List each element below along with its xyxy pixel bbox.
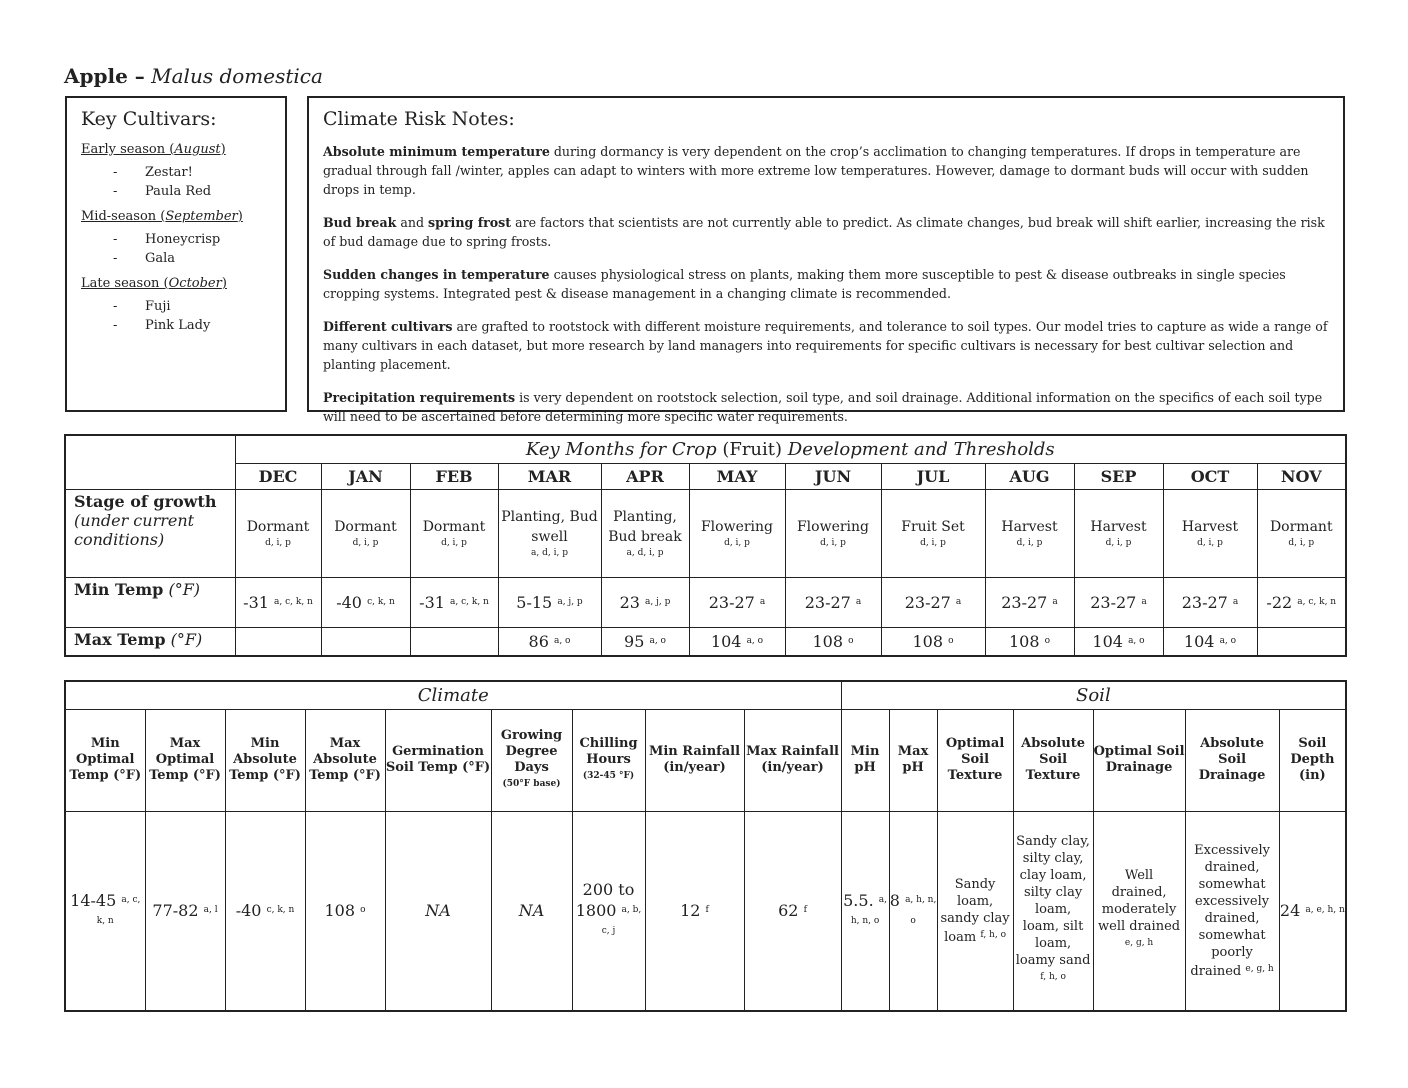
column-header [491,709,572,811]
max-temp-cell [1257,627,1346,656]
value-sources: a, c, k, n [96,894,141,926]
max-temp-cell [785,627,881,656]
cultivar-name: Honeycrisp [145,232,221,247]
max-temp-cell [1074,627,1163,656]
value-cell [937,811,1013,1011]
column-header-text: Min Rainfall (in/year) [648,744,741,775]
column-header-text: Min pH [850,744,880,775]
stage-text: Flowering [700,519,774,535]
header-text: Development and Thresholds [782,438,1055,460]
note-text: are factors that scientists are not currently able to predict. As climate changes, bud break will shift earlier, increasing the risk of bud damage due to spring frosts. [323,215,1325,249]
season-month: August [174,142,221,157]
column-header [225,709,305,811]
month-header-jul: JUL [881,463,985,489]
stage-sources: d, i, p [1016,538,1043,548]
value-cell [645,811,744,1011]
value-text: Sandy clay, silty clay, clay loam, silty clay loam, loam, silt loam, loamy sand [1015,834,1091,969]
column-header-sub: (32-45 °F) [582,771,635,781]
soil-header: Soil [841,681,1346,709]
value-text: NA [518,901,545,921]
note-text: during dormancy is very dependent on the crop’s acclimation to changing temperatures. If drops in temperature are gradual through fall /winter, apples can adapt to winters with more extreme low temperatures. However, damage to dormant buds will occur with sudden drops in temp. [323,144,1309,197]
max-temp-row [65,627,1346,656]
max-temp-value: 86 [528,631,549,651]
row-label [65,627,235,656]
season-month: October [168,276,222,291]
stage-text: Harvest [1181,519,1239,535]
stage-text: Flowering [796,519,870,535]
column-header-sub: (50°F base) [502,779,561,789]
value-text: 24 [1279,901,1301,921]
value-cell [1093,811,1185,1011]
stage-cell [985,489,1074,577]
cultivar-item [81,165,271,180]
note-text: causes physiological stress on plants, making them more susceptible to pest & disease outbreaks in single species cropping systems. Integrated pest & disease management in a changing climate is recommended. [323,267,1286,301]
cultivar-season-early [81,142,271,199]
season-label: Late season ( [81,276,169,291]
value-cell [305,811,385,1011]
value-cell [744,811,841,1011]
stage-text: Harvest [1001,519,1058,535]
min-temp-value: 23-27 [804,592,851,612]
note-bold: spring frost [428,215,512,230]
stage-sources: d, i, p [1288,538,1315,548]
max-temp-cell [235,627,321,656]
min-temp-sources: a [759,596,766,607]
notes-heading: Climate Risk Notes: [323,108,515,130]
climate-soil-table [64,680,1347,1012]
stage-text: Dormant [1269,519,1333,535]
value-cell [491,811,572,1011]
stage-cell [601,489,689,577]
min-temp-row [65,577,1346,627]
value-text: 62 [778,901,799,921]
max-temp-value: 104 [1183,631,1215,651]
min-temp-sources: a, j, p [557,596,583,607]
max-temp-sources: o [1044,635,1051,646]
month-header-nov: NOV [1257,463,1346,489]
month-header-feb: FEB [410,463,498,489]
stage-row [65,489,1346,577]
value-text: 77-82 [152,901,199,921]
stage-text: Harvest [1090,519,1147,535]
stage-cell [1257,489,1346,577]
min-temp-cell [881,577,985,627]
season-close: ) [237,209,243,224]
cultivars-heading: Key Cultivars: [81,108,217,130]
column-header-text: Absolute Soil Texture [1021,736,1085,783]
table-corner [65,435,235,489]
max-temp-sources: a, o [553,635,571,646]
value-sources: e, g, h [1245,963,1274,974]
note-text: are grafted to rootstock with different moisture requirements, and tolerance to soil types. Our model tries to capture as wide a range of many cultivars in each dataset, but more research by land managers into requirements for specific cultivars is necessary for best cultivar selection and planting placement. [323,319,1328,372]
value-sources: a, e, h, n [1305,905,1345,916]
max-temp-cell [410,627,498,656]
stage-sources: a, d, i, p [531,548,568,558]
value-sources: a, h, n, o [850,894,887,926]
value-text: 8 [889,890,900,910]
value-sources: e, g, h [1124,938,1154,949]
min-temp-sources: a [855,596,862,607]
cultivar-item [81,251,271,266]
min-temp-value: -31 [419,592,445,612]
value-cell [572,811,645,1011]
stage-sources: d, i, p [352,538,379,548]
stage-sources: d, i, p [920,538,946,548]
stage-cell [785,489,881,577]
stage-cell [410,489,498,577]
value-sources: a, l [203,905,218,916]
min-temp-sources: a [1141,596,1147,607]
min-temp-sources: a, c, k, n [274,596,313,607]
min-temp-cell [1163,577,1257,627]
column-header [1013,709,1093,811]
min-temp-cell [498,577,601,627]
column-header [645,709,744,811]
max-temp-value: 95 [624,631,645,651]
cultivar-item [81,299,271,314]
value-sources: o [360,905,366,916]
column-header-text: Max Optimal Temp (°F) [149,736,221,783]
max-temp-value: 104 [710,631,742,651]
min-temp-sources: a, c, k, n [1297,596,1337,607]
min-temp-value: 23 [619,592,640,612]
header-text: Key Months for Crop [525,438,723,460]
min-temp-cell [601,577,689,627]
min-temp-value: 23-27 [1090,592,1137,612]
page-title [64,64,323,88]
max-temp-cell [1163,627,1257,656]
max-temp-sources: a, o [649,635,666,646]
min-temp-sources: c, k, n [367,596,395,607]
max-temp-value: 108 [912,631,944,651]
value-cell [385,811,491,1011]
max-temp-cell [881,627,985,656]
column-header-text: Min Optimal Temp (°F) [69,736,142,783]
min-temp-sources: a [1052,596,1058,607]
min-temp-value: -40 [336,592,362,612]
max-temp-cell [321,627,410,656]
month-header-sep: SEP [1074,463,1163,489]
value-text: Sandy loam, sandy clay loam [940,876,1010,945]
month-header-apr: APR [601,463,689,489]
stage-text: Dormant [334,519,397,535]
column-header-text: Germination Soil Temp (°F) [385,744,491,775]
max-temp-sources: o [848,635,854,646]
stage-text: Planting, Bud break [608,509,682,545]
stage-cell [1163,489,1257,577]
note-paragraph [323,388,1329,426]
min-temp-sources: a [1232,596,1239,607]
min-temp-sources: a, c, k, n [450,596,489,607]
column-header [145,709,225,811]
value-cell [1013,811,1093,1011]
max-temp-sources: a, o [746,635,764,646]
value-cell [1279,811,1346,1011]
min-temp-value: 23-27 [1001,592,1048,612]
max-temp-value: 108 [1008,631,1040,651]
row-label [65,489,235,577]
cultivar-name: Pink Lady [145,318,211,333]
max-temp-cell [498,627,601,656]
dash: - [113,251,118,266]
key-cultivars-box [65,96,287,412]
column-header-text: Optimal Soil Drainage [1093,744,1185,775]
key-months-table [64,434,1347,657]
column-header [572,709,645,811]
row-label-text: Max Temp [74,629,166,649]
season-close: ) [220,142,226,157]
note-bold: Absolute minimum temperature [323,144,550,159]
stage-cell [321,489,410,577]
max-temp-cell [689,627,785,656]
column-header-text: Chilling Hours [579,736,638,767]
stage-sources: d, i, p [441,538,467,548]
month-header-jun: JUN [785,463,881,489]
header-text: (Fruit) [722,438,783,460]
min-temp-sources: a, j, p [645,596,671,607]
cultivar-item [81,232,271,247]
cultivar-season-late [81,276,271,333]
note-paragraph [323,265,1329,303]
months-table-header [235,435,1346,463]
month-header-mar: MAR [498,463,601,489]
max-temp-cell [601,627,689,656]
note-text: and [396,215,429,230]
value-cell [65,811,145,1011]
stage-sources: d, i, p [1105,538,1132,548]
stage-text: Dormant [246,519,310,535]
min-temp-cell [689,577,785,627]
season-label: Mid-season ( [81,209,166,224]
min-temp-cell [1074,577,1163,627]
min-temp-cell [321,577,410,627]
column-header [841,709,889,811]
value-text: 14-45 [70,890,117,910]
value-text: Excessively drained, somewhat excessively drained, somewhat poorly drained [1190,842,1270,979]
note-bold: Different cultivars [323,319,453,334]
row-label-unit: (°F) [168,579,201,599]
min-temp-value: 23-27 [708,592,755,612]
max-temp-sources: a, o [1128,635,1145,646]
value-cell [889,811,937,1011]
stage-text: Fruit Set [901,519,965,535]
cultivar-name: Zestar! [145,165,193,180]
cultivar-name: Fuji [145,299,171,314]
climate-risk-notes-box [307,96,1345,424]
dash: - [113,299,118,314]
month-header-row [65,463,1346,489]
min-temp-value: 5-15 [516,592,553,612]
min-temp-cell [785,577,881,627]
value-cell [1185,811,1279,1011]
column-header [1279,709,1346,811]
column-header-text: Max pH [897,744,929,775]
column-header-text: Optimal Soil Texture [945,736,1005,783]
common-name: Apple – [64,64,145,88]
stage-sources: d, i, p [724,538,750,548]
season-label: Early season ( [81,142,175,157]
max-temp-sources: o [948,635,954,646]
column-header [1185,709,1279,811]
value-cell [225,811,305,1011]
value-sources: f, h, o [1040,972,1066,983]
note-paragraph [323,213,1329,251]
month-header-may: MAY [689,463,785,489]
value-text: Well drained, moderately well drained [1098,868,1181,935]
value-cell [841,811,889,1011]
month-header-oct: OCT [1163,463,1257,489]
value-sources: f [705,905,709,916]
column-header-text: Soil Depth (in) [1290,736,1335,783]
stage-sources: d, i, p [265,538,291,548]
stage-cell [881,489,985,577]
cultivar-season-mid [81,209,271,266]
min-temp-cell [1257,577,1346,627]
note-bold: Precipitation requirements [323,390,516,405]
climate-header: Climate [65,681,841,709]
note-text: is very dependent on rootstock selection, soil type, and soil drainage. Additional information on the specifics of each soil type will need to be ascertained before determining more specific water requirements. [323,390,1323,424]
conditions-header-row [65,709,1346,811]
min-temp-cell [985,577,1074,627]
column-header-text: Max Absolute Temp (°F) [309,736,381,783]
value-sources: a, b, c, j [601,904,642,936]
max-temp-cell [985,627,1074,656]
stage-sources: d, i, p [820,538,846,548]
min-temp-value: 23-27 [904,592,951,612]
column-header-text: Absolute Soil Drainage [1198,736,1266,783]
column-header [937,709,1013,811]
min-temp-cell [235,577,321,627]
stage-cell [1074,489,1163,577]
stage-sources: d, i, p [1197,538,1223,548]
value-text: 108 [324,901,356,921]
note-bold: Sudden changes in temperature [323,267,550,282]
value-text: 5.5. [843,890,874,910]
month-header-dec: DEC [235,463,321,489]
value-sources: f, h, o [980,929,1006,940]
row-label [65,577,235,627]
value-sources: f [803,905,807,916]
note-bold: Bud break [323,215,397,230]
dash: - [113,184,118,199]
row-label-text: Stage of growth [74,491,217,511]
stage-sources: a, d, i, p [626,548,664,558]
stage-cell [498,489,601,577]
dash: - [113,318,118,333]
row-label-text: Min Temp [74,579,164,599]
cultivar-item [81,184,271,199]
column-header [1093,709,1185,811]
value-text: NA [425,901,451,921]
min-temp-value: 23-27 [1181,592,1228,612]
value-sources: c, k, n [266,905,295,916]
month-header-jan: JAN [321,463,410,489]
max-temp-value: 108 [812,631,844,651]
row-label-unit: (°F) [170,629,203,649]
season-close: ) [221,276,227,291]
column-header [385,709,491,811]
min-temp-cell [410,577,498,627]
max-temp-sources: a, o [1219,635,1237,646]
min-temp-value: -22 [1266,592,1293,612]
latin-name: Malus domestica [151,64,323,88]
column-header [889,709,937,811]
dash: - [113,165,118,180]
note-paragraph [323,317,1329,374]
value-text: -40 [235,901,262,921]
column-header [65,709,145,811]
column-header-text: Min Absolute Temp (°F) [229,736,301,783]
stage-cell [235,489,321,577]
dash: - [113,232,118,247]
min-temp-sources: a [955,596,962,607]
column-header [744,709,841,811]
value-text: 12 [680,901,701,921]
cultivar-name: Gala [145,251,176,266]
value-sources: a, h, n, o [905,894,937,926]
stage-cell [689,489,785,577]
value-text: 200 to 1800 [575,879,635,920]
value-cell [145,811,225,1011]
stage-text: Planting, Bud swell [501,509,598,545]
cultivar-item [81,318,271,333]
column-header-text: Growing Degree Days [500,728,563,775]
cultivar-name: Paula Red [145,184,212,199]
season-month: September [165,209,238,224]
row-label-sub: (under current conditions) [74,510,195,549]
month-header-aug: AUG [985,463,1074,489]
max-temp-value: 104 [1092,631,1123,651]
conditions-values-row [65,811,1346,1011]
note-paragraph [323,142,1329,199]
min-temp-value: -31 [243,592,269,612]
stage-text: Dormant [422,519,486,535]
column-header-text: Max Rainfall (in/year) [746,744,839,775]
column-header [305,709,385,811]
